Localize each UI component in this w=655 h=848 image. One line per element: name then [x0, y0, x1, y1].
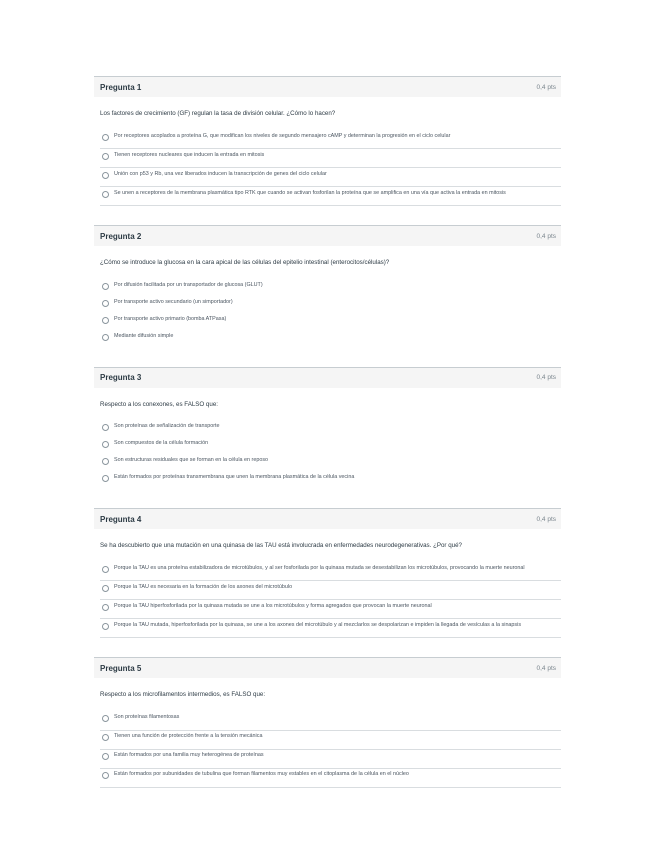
question-points: 0,4 pts [536, 664, 556, 672]
question-title: Pregunta 3 [100, 373, 142, 383]
question-header [94, 367, 561, 388]
question-3 [94, 367, 561, 489]
answer-label: Mediante difusión simple [114, 332, 174, 339]
radio-button[interactable] [102, 172, 109, 179]
question-points: 0,4 pts [536, 515, 556, 523]
question-text: Se ha descubierto que una mutación en una quinasa de las TAU está involucrada en enfermedades neurodegenerativas. ¿Por qué? [100, 542, 462, 550]
answer-option[interactable] [100, 455, 561, 472]
radio-button[interactable] [102, 566, 109, 573]
answer-list [100, 280, 561, 348]
radio-button[interactable] [102, 317, 109, 324]
radio-button[interactable] [102, 772, 109, 779]
answer-option[interactable] [100, 421, 561, 438]
question-text: Respecto a los microfilamentos intermedios, es FALSO que: [100, 691, 266, 699]
answer-option[interactable] [100, 562, 561, 581]
answer-label: Por transporte activo secundario (un simportador) [114, 298, 233, 305]
radio-button[interactable] [102, 334, 109, 341]
question-header [94, 657, 561, 678]
question-title: Pregunta 4 [100, 514, 142, 524]
answer-label: Porque la TAU es necesaria en la formación de los axones del microtúbulo [114, 583, 293, 590]
answer-label: Por difusión facilitada por un transportador de glucosa (GLUT) [114, 281, 263, 288]
answer-list [100, 421, 561, 489]
question-1 [94, 76, 561, 206]
answer-option[interactable] [100, 750, 561, 769]
question-header [94, 225, 561, 246]
answer-option[interactable] [100, 769, 561, 788]
answer-label: Están formados por subunidades de tubulina que forman filamentos muy estables en el citoplasma de la célula en el núcleo [114, 771, 409, 778]
answer-option[interactable] [100, 314, 561, 331]
answer-option[interactable] [100, 731, 561, 750]
radio-button[interactable] [102, 604, 109, 611]
answer-option[interactable] [100, 187, 561, 206]
question-title: Pregunta 2 [100, 231, 142, 241]
question-header [94, 508, 561, 529]
radio-button[interactable] [102, 715, 109, 722]
answer-label: Están formados por proteínas transmembrana que unen la membrana plasmática de la célula vecina [114, 474, 355, 481]
radio-button[interactable] [102, 475, 109, 482]
question-points: 0,4 pts [536, 83, 556, 91]
radio-button[interactable] [102, 424, 109, 431]
answer-label: Porque la TAU es una proteína estabilizadora de microtúbulos, y al ser fosforilada por la quinasa mutada se desestabilizan los microtúbulos, provocando la muerte neuronal [114, 564, 525, 571]
question-title: Pregunta 5 [100, 663, 142, 673]
answer-option[interactable] [100, 472, 561, 489]
answer-option[interactable] [100, 331, 561, 348]
answer-label: Son proteínas filamentosas [114, 714, 180, 721]
answer-option[interactable] [100, 581, 561, 600]
radio-button[interactable] [102, 153, 109, 160]
answer-option[interactable] [100, 280, 561, 297]
answer-label: Son proteínas de señalización de transporte [114, 423, 220, 430]
answer-label: Porque la TAU mutada, hiperfosforilada por la quinasa, se une a los axones del microtúbulo y al mezclarlos se despolarizan e impiden la llegada de vesículas a la sinapsis [114, 621, 522, 628]
answer-list [100, 130, 561, 206]
answer-list [100, 712, 561, 788]
question-text: Respecto a los conexones, es FALSO que: [100, 400, 218, 408]
answer-label: Están formados por una familia muy heterogénea de proteínas [114, 752, 264, 759]
answer-option[interactable] [100, 438, 561, 455]
question-points: 0,4 pts [536, 232, 556, 240]
radio-button[interactable] [102, 753, 109, 760]
radio-button[interactable] [102, 191, 109, 198]
answer-option[interactable] [100, 130, 561, 149]
answer-option[interactable] [100, 297, 561, 314]
answer-option[interactable] [100, 619, 561, 638]
radio-button[interactable] [102, 623, 109, 630]
radio-button[interactable] [102, 300, 109, 307]
question-5 [94, 657, 561, 787]
radio-button[interactable] [102, 585, 109, 592]
question-2 [94, 225, 561, 347]
question-title: Pregunta 1 [100, 82, 142, 92]
answer-label: Unión con p53 y Rb, una vez liberados inducen la transcripción de genes del ciclo celular [114, 170, 327, 177]
answer-label: Porque la TAU hiperfosforilada por la quinasa mutada se une a los microtúbulos y forma agregados que provocan la muerte neuronal [114, 602, 432, 609]
answer-option[interactable] [100, 168, 561, 187]
radio-button[interactable] [102, 134, 109, 141]
radio-button[interactable] [102, 734, 109, 741]
answer-label: Son estructuras residuales que se forman en la célula en reposo [114, 457, 269, 464]
answer-option[interactable] [100, 600, 561, 619]
answer-label: Por transporte activo primario (bomba ATPasa) [114, 315, 227, 322]
radio-button[interactable] [102, 458, 109, 465]
question-text: ¿Cómo se introduce la glucosa en la cara apical de las células del epitelio intestinal (enterocitos/células)? [100, 259, 390, 267]
quiz-container [94, 76, 561, 807]
answer-label: Se unen a receptores de la membrana plasmática tipo RTK que cuando se activan fosforilan la proteína que se amplifica en una vía que activa la entrada en mitosis [114, 189, 506, 196]
answer-label: Tienen una función de protección frente a la tensión mecánica [114, 733, 263, 740]
answer-option[interactable] [100, 149, 561, 168]
answer-list [100, 562, 561, 638]
answer-label: Por receptores acoplados a proteína G, que modifican los niveles de segundo mensajero cAMP y determinan la progresión en el ciclo celular [114, 132, 451, 139]
answer-label: Tienen receptores nucleares que inducen la entrada en mitosis [114, 151, 265, 158]
question-text: Los factores de crecimiento (GF) regulan la tasa de división celular. ¿Cómo lo hacen? [100, 110, 336, 117]
answer-option[interactable] [100, 712, 561, 731]
answer-label: Son compuestos de la célula formación [114, 440, 209, 447]
radio-button[interactable] [102, 441, 109, 448]
question-points: 0,4 pts [536, 374, 556, 382]
question-header [94, 76, 561, 97]
radio-button[interactable] [102, 283, 109, 290]
question-4 [94, 508, 561, 638]
